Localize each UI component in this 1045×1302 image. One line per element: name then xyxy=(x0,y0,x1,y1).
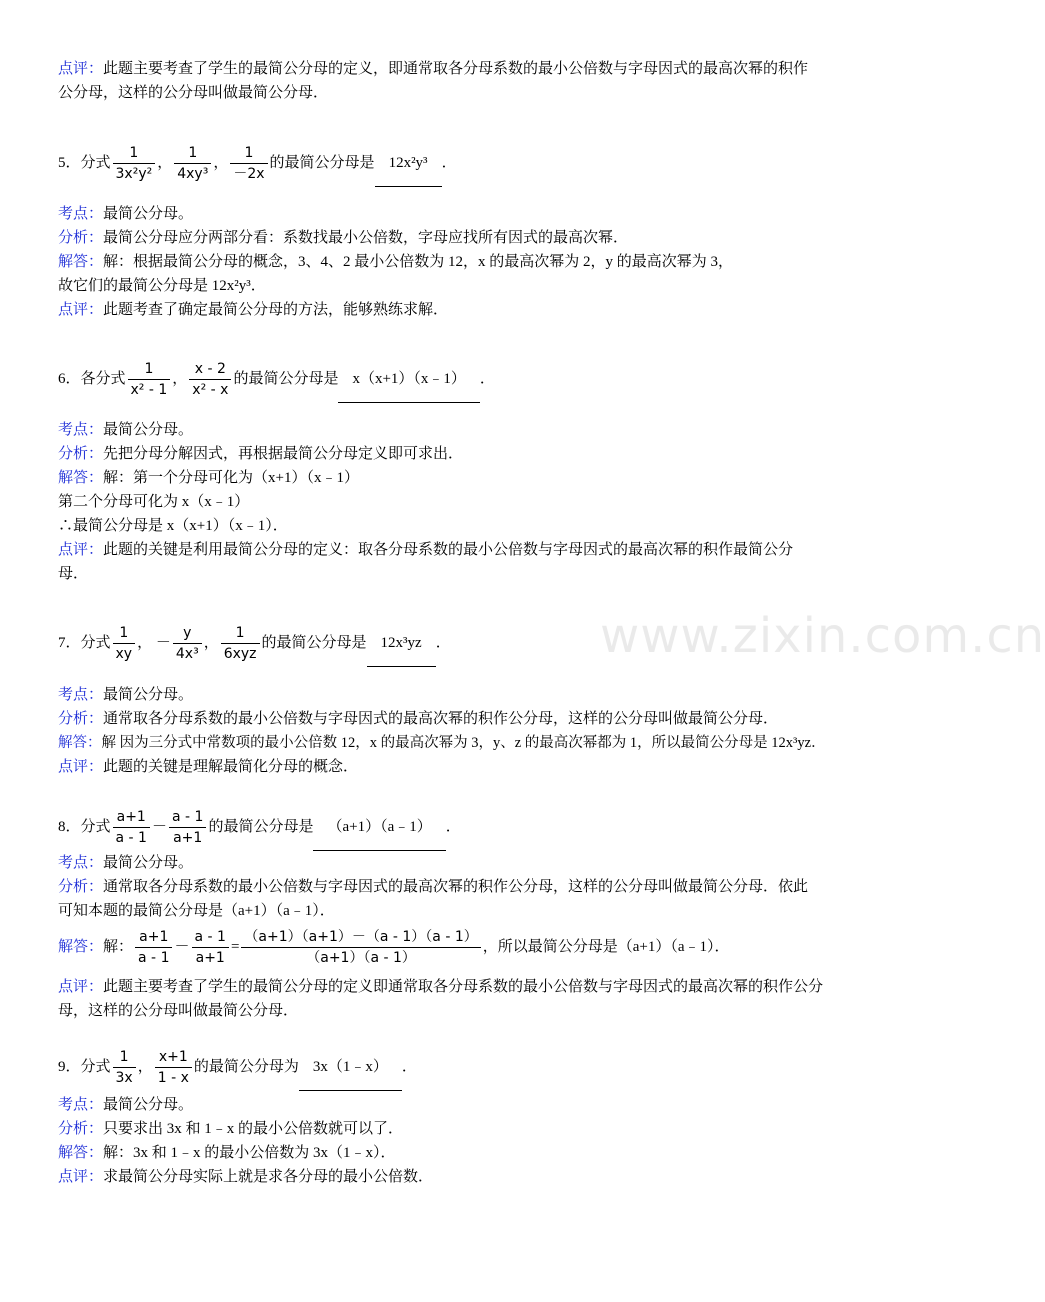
kaodian-text: 最简公分母。 xyxy=(103,206,194,222)
denominator: x² - x xyxy=(192,382,229,399)
kaodian-label: 考点： xyxy=(58,687,104,703)
denominator: a+1 xyxy=(195,950,225,967)
q8-fenxi-cont xyxy=(58,900,880,922)
comment-text: 此题主要考查了学生的最简公分母的定义，即通常取各分母系数的最小公倍数与字母因式的最高次幂的积作 xyxy=(103,61,809,77)
fraction xyxy=(169,810,206,845)
kaodian-label: 考点： xyxy=(58,855,104,871)
fraction xyxy=(174,146,211,181)
minus-sign: － xyxy=(155,635,171,651)
jieda-label: 解答： xyxy=(58,735,102,751)
fraction xyxy=(189,362,231,397)
separator: ， xyxy=(157,155,173,171)
denominator: 4xy³ xyxy=(177,166,209,183)
jieda-text: 故它们的最简公分母是 12x²y³． xyxy=(58,278,266,294)
q9-jieda xyxy=(58,1142,880,1164)
denominator: 3x²y² xyxy=(115,166,153,183)
q8-dianping-cont xyxy=(58,1000,880,1022)
question-text: 的最简公分母是 xyxy=(208,819,314,835)
denominator: －2x xyxy=(233,166,265,183)
jieda-label: 解答： xyxy=(58,939,104,955)
jieda-label: 解答： xyxy=(58,470,104,486)
jieda-text: 解：第一个分母可化为（x+1）（x﹣1） xyxy=(103,470,359,486)
numerator: 1 xyxy=(113,1050,136,1068)
fraction xyxy=(241,930,480,965)
question-5 xyxy=(58,140,880,187)
numerator: 1 xyxy=(230,146,267,164)
q7-dianping xyxy=(58,756,880,778)
question-8 xyxy=(58,804,880,851)
q5-fenxi xyxy=(58,227,880,249)
denominator: 1 - x xyxy=(157,1070,189,1087)
fenxi-text: 最简公分母应分两部分看：系数找最小公倍数，字母应找所有因式的最高次幂． xyxy=(103,230,629,246)
fenxi-label: 分析： xyxy=(58,230,104,246)
numerator: a - 1 xyxy=(192,930,229,948)
question-prefix: 6．各分式 xyxy=(58,371,126,387)
fenxi-label: 分析： xyxy=(58,879,104,895)
q6-dianping-cont xyxy=(58,563,880,585)
jieda-text: 解：根据最简公分母的概念，3、4、2 最小公倍数为 12，x 的最高次幂为 2，y 的最高次幂为 3， xyxy=(103,254,734,270)
top-comment-line-1 xyxy=(58,58,880,80)
question-9 xyxy=(58,1044,880,1091)
q9-kaodian xyxy=(58,1094,880,1116)
q8-kaodian xyxy=(58,852,880,874)
fenxi-text: 可知本题的最简公分母是（a+1）（a﹣1）． xyxy=(58,903,335,919)
fraction xyxy=(192,930,229,965)
fenxi-label: 分析： xyxy=(58,1121,104,1137)
numerator: a+1 xyxy=(113,810,150,828)
dianping-text: 此题的关键是利用最简公分母的定义：取各分母系数的最小公倍数与字母因式的最高次幂的积作最简公分 xyxy=(103,542,794,558)
denominator: 4x³ xyxy=(175,646,199,663)
question-text: 的最简公分母是 xyxy=(233,371,339,387)
jieda-text: ∴最简公分母是 x（x+1）（x﹣1）． xyxy=(58,518,288,534)
denominator: a+1 xyxy=(173,830,203,847)
answer-text: x（x+1）（x﹣1） xyxy=(352,371,466,387)
separator: ， xyxy=(172,371,188,387)
jieda-text: 解 因为三分式中常数项的最小公倍数 12，x 的最高次幂为 3，y、z 的最高次幂都为 1，所以最简公分母是 12x³yz． xyxy=(101,735,826,751)
answer-blank xyxy=(299,1044,402,1091)
answer-blank xyxy=(375,140,442,187)
q5-dianping xyxy=(58,299,880,321)
dianping-text: 此题主要考查了学生的最简公分母的定义即通常取各分母系数的最小公倍数与字母因式的最高次幂的积作公分 xyxy=(103,979,824,995)
period: ． xyxy=(445,819,461,835)
fraction xyxy=(128,362,171,397)
jieda-text: 解： xyxy=(103,939,134,955)
kaodian-label: 考点： xyxy=(58,422,104,438)
kaodian-text: 最简公分母。 xyxy=(103,855,194,871)
dianping-label: 点评： xyxy=(58,979,104,995)
fenxi-label: 分析： xyxy=(58,446,104,462)
denominator: a - 1 xyxy=(115,830,147,847)
denominator: a - 1 xyxy=(138,950,170,967)
answer-text: （a+1）（a﹣1） xyxy=(327,819,432,835)
numerator: （a+1）（a+1）－（a - 1）（a - 1） xyxy=(241,930,480,948)
denominator: x² - 1 xyxy=(130,382,168,399)
numerator: x - 2 xyxy=(189,362,231,380)
fraction xyxy=(173,626,202,661)
fenxi-text: 只要求出 3x 和 1﹣x 的最小公倍数就可以了． xyxy=(103,1121,404,1137)
numerator: 1 xyxy=(113,626,136,644)
dianping-text: 求最简公分母实际上就是求各分母的最小公倍数． xyxy=(103,1169,434,1185)
dianping-text: 此题的关键是理解最简化分母的概念． xyxy=(103,759,359,775)
q6-jieda-line-2 xyxy=(58,491,880,513)
separator: ， xyxy=(203,635,219,651)
numerator: 1 xyxy=(128,362,171,380)
jieda-label: 解答： xyxy=(58,1145,104,1161)
kaodian-text: 最简公分母。 xyxy=(103,1097,194,1113)
fraction xyxy=(113,626,136,661)
fraction xyxy=(113,1050,136,1085)
jieda-label: 解答： xyxy=(58,254,104,270)
fenxi-text: 先把分母分解因式，再根据最简公分母定义即可求出． xyxy=(103,446,464,462)
q8-jieda xyxy=(58,924,880,970)
q7-fenxi xyxy=(58,708,880,730)
top-comment-line-2 xyxy=(58,82,880,104)
numerator: a+1 xyxy=(135,930,172,948)
q6-fenxi xyxy=(58,443,880,465)
q8-fenxi xyxy=(58,876,880,898)
q9-fenxi xyxy=(58,1118,880,1140)
question-6 xyxy=(58,356,880,403)
q7-jieda xyxy=(58,732,880,754)
period: ． xyxy=(435,635,451,651)
answer-text: 12x²y³ xyxy=(388,155,428,171)
jieda-text: 解：3x 和 1﹣x 的最小公倍数为 3x（1﹣x）． xyxy=(103,1145,396,1161)
equals-sign: = xyxy=(230,939,240,955)
minus-sign: － xyxy=(151,819,167,835)
question-prefix: 7．分式 xyxy=(58,635,111,651)
answer-blank xyxy=(313,804,445,851)
period: ． xyxy=(401,1059,417,1075)
answer-text: 12x³yz xyxy=(380,635,422,651)
comment-label: 点评： xyxy=(58,61,104,77)
dianping-label: 点评： xyxy=(58,302,104,318)
question-prefix: 5．分式 xyxy=(58,155,111,171)
question-prefix: 9．分式 xyxy=(58,1059,111,1075)
q7-kaodian xyxy=(58,684,880,706)
minus-sign: － xyxy=(174,939,190,955)
q6-kaodian xyxy=(58,419,880,441)
numerator: 1 xyxy=(174,146,211,164)
q6-dianping xyxy=(58,539,880,561)
fraction xyxy=(113,146,156,181)
kaodian-label: 考点： xyxy=(58,206,104,222)
numerator: 1 xyxy=(113,146,156,164)
kaodian-text: 最简公分母。 xyxy=(103,687,194,703)
dianping-text: 母． xyxy=(58,566,89,582)
question-prefix: 8．分式 xyxy=(58,819,111,835)
answer-blank xyxy=(367,620,436,667)
question-text: 的最简公分母是 xyxy=(269,155,375,171)
fraction xyxy=(221,626,260,661)
numerator: x+1 xyxy=(155,1050,192,1068)
question-text: 的最简公分母为 xyxy=(193,1059,299,1075)
numerator: 1 xyxy=(221,626,260,644)
period: ． xyxy=(441,155,457,171)
kaodian-label: 考点： xyxy=(58,1097,104,1113)
denominator: xy xyxy=(115,646,133,663)
answer-text: 3x（1﹣x） xyxy=(312,1059,388,1075)
denominator: （a+1）（a - 1） xyxy=(306,950,416,967)
q6-jieda xyxy=(58,467,880,489)
q6-jieda-line-3 xyxy=(58,515,880,537)
q5-jieda xyxy=(58,251,880,273)
jieda-text: 第二个分母可化为 x（x﹣1） xyxy=(58,494,250,510)
fraction xyxy=(155,1050,192,1085)
numerator: y xyxy=(173,626,202,644)
denominator: 3x xyxy=(115,1070,133,1087)
dianping-label: 点评： xyxy=(58,759,104,775)
kaodian-text: 最简公分母。 xyxy=(103,422,194,438)
dianping-text: 母，这样的公分母叫做最简公分母． xyxy=(58,1003,299,1019)
fenxi-label: 分析： xyxy=(58,711,104,727)
comment-text: 公分母，这样的公分母叫做最简公分母． xyxy=(58,85,329,101)
fraction xyxy=(230,146,267,181)
fenxi-text: 通常取各分母系数的最小公倍数与字母因式的最高次幂的积作公分母，这样的公分母叫做最简公分母． xyxy=(103,711,779,727)
answer-blank xyxy=(338,356,479,403)
dianping-label: 点评： xyxy=(58,1169,104,1185)
q8-dianping xyxy=(58,976,880,998)
numerator: a - 1 xyxy=(169,810,206,828)
fenxi-text: 通常取各分母系数的最小公倍数与字母因式的最高次幂的积作公分母，这样的公分母叫做最简公分母．依此 xyxy=(103,879,809,895)
denominator: 6xyz xyxy=(223,646,257,663)
separator: ， xyxy=(213,155,229,171)
q9-dianping xyxy=(58,1166,880,1188)
dianping-text: 此题考查了确定最简公分母的方法，能够熟练求解． xyxy=(103,302,449,318)
jieda-text: ，所以最简公分母是（a+1）（a﹣1）． xyxy=(482,939,730,955)
period: ． xyxy=(479,371,495,387)
watermark: www.zixin.com.cn xyxy=(600,608,1045,664)
separator: ， xyxy=(137,635,153,651)
q5-kaodian xyxy=(58,203,880,225)
q5-jieda-cont xyxy=(58,275,880,297)
fraction xyxy=(135,930,172,965)
separator: ， xyxy=(137,1059,153,1075)
question-text: 的最简公分母是 xyxy=(261,635,367,651)
fraction xyxy=(113,810,150,845)
dianping-label: 点评： xyxy=(58,542,104,558)
